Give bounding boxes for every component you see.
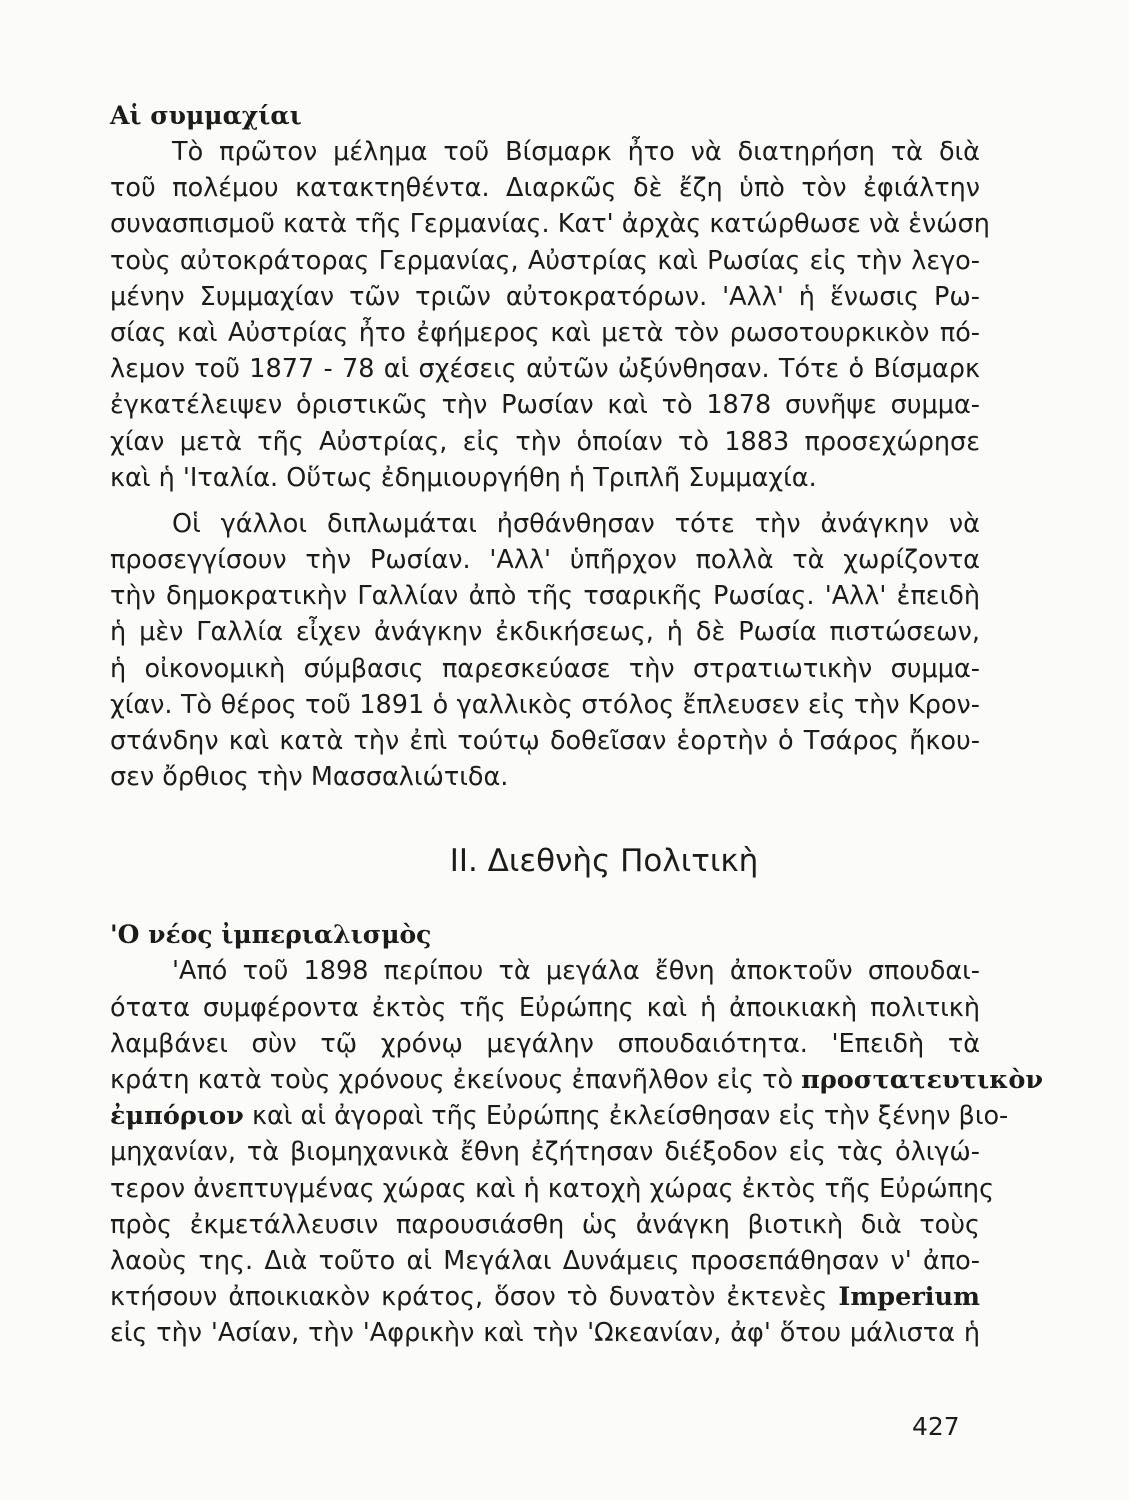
text-line: τερον ἀνεπτυγμένας χώρας καὶ ἡ κατοχὴ χώρας ἐκτὸς τῆς Εὐρώπης [110,1173,995,1204]
bold-term-trade: ἐμπόριον [110,1101,244,1132]
text-line: εἰς τὴν 'Ασίαν, τὴν 'Αφρικὴν καὶ τὴν 'Ωκεανίαν, ἀφ' ὅτου μάλιστα ἡ [110,1318,980,1349]
bold-term-imperium: Imperium [838,1282,980,1313]
text-segment: κτήσουν ἀποικιακὸν κράτος, ὅσον τὸ δυνατὸν ἐκτενὲς [110,1282,828,1313]
text-line: ἡ οἰκονομικὴ σύμβασις παρεσκεύασε τὴν στρατιωτικὴν συμμα- [110,653,980,684]
text-segment: κράτη κατὰ τοὺς χρόνους ἐκείνους ἐπανῆλθον εἰς τὸ [110,1064,794,1095]
text-line: ἡ μὲν Γαλλία εἶχεν ἀνάγκην ἐκδικήσεως, ἡ δὲ Ρωσία πιστώσεων, [110,617,980,648]
page-content [110,98,1044,1351]
section-title-international-politics: ΙΙ. Διεθνὴς Πολιτικὴ [449,843,759,880]
text-line: χίαν μετὰ τῆς Αὐστρίας, εἰς τὴν ὁποίαν τὸ 1883 προσεχώρησε [110,426,980,457]
paragraph-french-diplomats [110,506,980,796]
text-line: Οἱ γάλλοι διπλωμάται ἠσθάνθησαν τότε τὴν ἀνάγκην νὰ [172,508,980,539]
paragraph-imperialism [110,953,1044,1351]
text-line: μηχανίαν, τὰ βιομηχανικὰ ἔθνη ἐζήτησαν διέξοδον εἰς τὰς ὀλιγώ- [110,1137,980,1168]
text-line [110,1062,1044,1098]
bold-term-protective: προστατευτικὸν [801,1064,1044,1095]
text-segment: καὶ αἱ ἀγοραὶ τῆς Εὐρώπης ἐκλείσθησαν εἰς τὴν ξένην βιο- [251,1101,1009,1132]
text-line: τοὺς αὐτοκράτορας Γερμανίας, Αὐστρίας καὶ Ρωσίας εἰς τὴν λεγο- [110,245,980,276]
paragraph-bismarck [110,134,990,496]
text-line: καὶ ἡ 'Ιταλία. Οὕτως ἐδημιουργήθη ἡ Τριπλῆ Συμμαχία. [110,462,817,493]
text-line: ἐγκατέλειψεν ὁριστικῶς τὴν Ρωσίαν καὶ τὸ 1878 συνῆψε συμμα- [110,390,980,421]
text-line: χίαν. Τὸ θέρος τοῦ 1891 ὁ γαλλικὸς στόλος ἔπλευσεν εἰς τὴν Κρον- [110,689,980,720]
text-line: λεμον τοῦ 1877 - 78 αἱ σχέσεις αὐτῶν ὠξύνθησαν. Τότε ὁ Βίσμαρκ [110,354,980,385]
text-line: πρὸς ἐκμετάλλευσιν παρουσιάσθη ὡς ἀνάγκη βιοτικὴ διὰ τοὺς [110,1209,980,1240]
page-number: 427 [912,1412,960,1441]
text-line: σίας καὶ Αὐστρίας ἦτο ἐφήμερος καὶ μετὰ τὸν ρωσοτουρκικὸν πό- [110,317,980,348]
text-line: στάνδην καὶ κατὰ τὴν ἐπὶ τούτῳ δοθεῖσαν ἑορτὴν ὁ Τσάρος ἤκου- [110,726,980,756]
text-line: συνασπισμοῦ κατὰ τῆς Γερμανίας. Κατ' ἀρχὰς κατώρθωσε νὰ ἑνώση [110,209,990,240]
text-line: μένην Συμμαχίαν τῶν τριῶν αὐτοκρατόρων. 'Αλλ' ἡ ἕνωσις Ρω- [110,281,980,312]
text-line: ότατα συμφέροντα ἐκτὸς τῆς Εὐρώπης καὶ ἡ ἀποικιακὴ πολιτικὴ [110,992,980,1023]
text-line: προσεγγίσουν τὴν Ρωσίαν. 'Αλλ' ὑπῆρχον πολλὰ τὰ χωρίζοντα [110,545,980,576]
text-line [110,1279,980,1315]
text-line: λαμβάνει σὺν τῷ χρόνῳ μεγάλην σπουδαιότητα. 'Επειδὴ τὰ [110,1028,980,1059]
text-line: τοῦ πολέμου κατακτηθέντα. Διαρκῶς δὲ ἔζη ὑπὸ τὸν ἐφιάλτην [110,173,980,204]
text-line: Τὸ πρῶτον μέλημα τοῦ Βίσμαρκ ἦτο νὰ διατηρήση τὰ διὰ [172,137,980,167]
text-line: λαοὺς της. Διὰ τοῦτο αἱ Μεγάλαι Δυνάμεις προσεπάθησαν ν' ἀπο- [110,1245,980,1276]
side-heading-new-imperialism: 'Ο νέος ἰμπεριαλισμὸς [110,920,432,950]
text-line: 'Από τοῦ 1898 περίπου τὰ μεγάλα ἔθνη ἀποκτοῦν σπουδαι- [172,956,980,987]
text-line: σεν ὄρθιος τὴν Μασσαλιώτιδα. [110,762,509,793]
text-line: τὴν δημοκρατικὴν Γαλλίαν ἀπὸ τῆς τσαρικῆς Ρωσίας. 'Αλλ' ἐπειδὴ [110,581,980,612]
text-line [110,1098,1009,1134]
side-heading-alliances: Αἱ συμμαχίαι [110,101,302,130]
